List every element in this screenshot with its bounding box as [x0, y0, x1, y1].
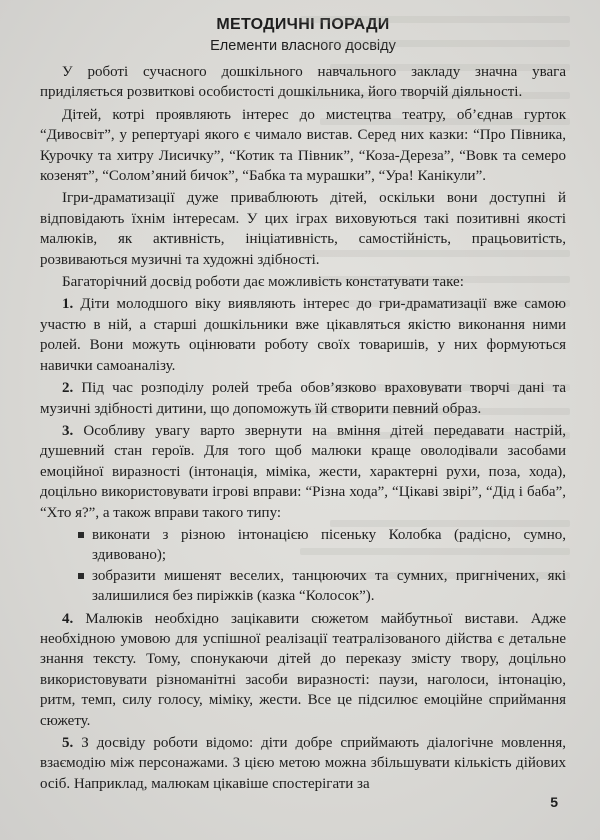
paragraph-intro: У роботі сучасного дошкільного навчального закладу значна увага приділяється розвиткові особистості дошкільника, його творчій діяльності.	[40, 64, 566, 101]
exercise-bullet-list	[40, 525, 566, 607]
item-text: Малюків необхідно зацікавити сюжетом майбутньої вистави. Адже необхідною умовою для успішної реалізації театралізованого дійства є детальне знання тексту. Тому, спонукаючи дітей до переказу змісту твору, доцільно використовувати різноманітні засоби виразності: паузи, наголоси, інтонацію, ритм, темп, силу голосу, міміку, жести. Все це підсилює емоційне сприймання сюжету.	[40, 610, 566, 729]
paragraph-theatre-club: Дітей, котрі проявляють інтерес до мистецтва театру, об’єднав гурток “Дивосвіт”, у репертуарі якого є чимало вистав. Серед них казки: “Про Півника, Курочку та хитру Лисичку”, “Котик та Півник”, “Коза-Дереза”, “Вовк та семеро козенят”, “Солом’яний бичок”, “Бабка та мурашки”, “Ура! Канікули”.	[40, 106, 566, 185]
item-text: Особливу увагу варто звернути на вміння дітей передавати настрій, душевний стан героїв. Для того щоб малюки краще оволодівали засобами емоційної виразності (інтонація, міміка, жести, характерні рухи, поза, хода), доцільно використовувати ігрові вправи: “Різна хода”, “Цікаві звірі”, “Дід і баба”, “Хто я?”, а також вправи такого типу:	[40, 422, 566, 521]
item-text: Діти молодшого віку виявляють інтерес до гри-драматизації вже самою участю в ній, а старші дошкільники вже цікавляться якістю виконання ними ролей. Вони можуть оцінювати роботу своїх товаришів, у них формуються навички самоаналізу.	[40, 296, 566, 374]
page-number: 5	[550, 794, 558, 810]
item-number: 2.	[62, 380, 74, 397]
numbered-item-3	[40, 421, 566, 523]
item-text: З досвіду роботи відомо: діти добре сприймають діалогічне мовлення, взаємодію між персонажами. З цією метою можна збільшувати кількість дійових осіб. Наприклад, малюкам цікавіше спостерігати за	[40, 735, 566, 792]
item-number: 1.	[62, 296, 74, 313]
numbered-item-5	[40, 733, 566, 794]
square-bullet-icon	[78, 532, 84, 538]
square-bullet-icon	[78, 573, 84, 579]
item-text: Під час розподілу ролей треба обов’язково враховувати творчі дані та музичні здібності дитини, що допоможуть їй створити певний образ.	[40, 380, 566, 417]
bullet-item	[92, 566, 566, 607]
item-number: 5.	[62, 735, 74, 751]
numbered-item-1	[40, 294, 566, 376]
numbered-item-4	[40, 609, 566, 731]
paragraph-dramatization-games: Ігри-драматизації дуже приваблюють дітей, оскільки вони доступні й відповідають їхнім інтересам. У цих іграх виховуються такі позитивні якості малюків, як активність, ініціативність, самостійність, працьовитість, розвиваються музичні та художні здібності.	[40, 190, 566, 268]
bullet-text: виконати з різною інтонацією пісеньку Колобка (радісно, сумно, здивовано);	[92, 526, 566, 564]
page-subtitle: Елементи власного досвіду	[210, 38, 396, 54]
bullet-text: зобразити мишенят веселих, танцюючих та сумних, пригнічених, які залишилися без пиріжків (казка “Колосок”).	[92, 567, 566, 605]
item-number: 3.	[62, 422, 74, 439]
page-title: МЕТОДИЧНІ ПОРАДИ	[216, 16, 390, 33]
item-number: 4.	[62, 610, 74, 627]
paragraph-experience-lead: Багаторічний досвід роботи дає можливість констатувати таке:	[62, 274, 464, 291]
bullet-item	[92, 525, 566, 566]
numbered-item-2	[40, 378, 566, 419]
